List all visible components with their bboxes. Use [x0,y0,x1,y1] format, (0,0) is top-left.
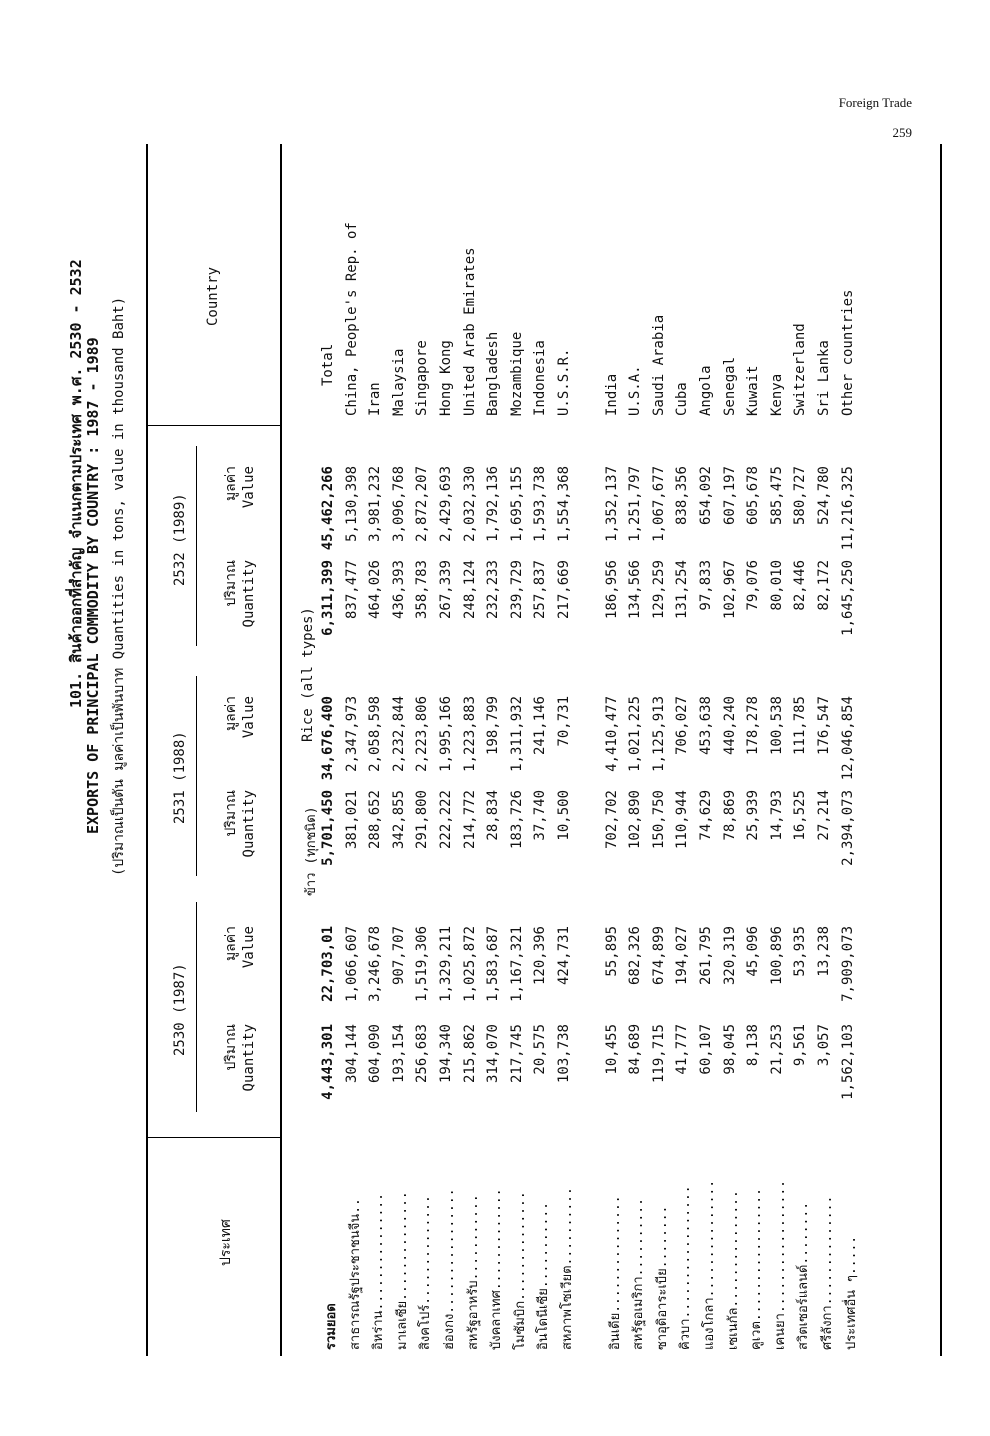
row-cell-v87: 194,027 [674,926,691,986]
row-cell-v89: 1,593,738 [532,466,549,542]
subheader-thai: ปริมาณ [223,1024,239,1071]
row-cell-v89: 607,197 [721,466,738,526]
row-cell-v89: 1,554,368 [556,466,572,542]
row-cell-q89: 129,259 [650,560,667,620]
year-1987-header: 2530 (1987) [172,963,188,1056]
row-cell-v89: 580,727 [792,466,809,526]
row-cell-q87: 215,862 [461,1024,478,1084]
title-english: EXPORTS OF PRINCIPAL COMMODITY BY COUNTRY : 1987 - 1989 [84,337,102,834]
row-cell-q89: 436,393 [390,560,407,620]
row-cell-q88: 102,890 [627,790,644,850]
row-cell-q89: 186,956 [603,560,620,620]
row-country-english: Iran [367,382,384,416]
subheader-english: Value [241,466,257,509]
row-cell-q89: 80,010 [768,560,785,611]
row-cell-q87: 193,154 [390,1024,407,1084]
row-cell-q88: 10,500 [556,790,572,841]
col-divider-right [146,425,281,426]
row-cell-v88: 70,731 [556,696,572,747]
row-country-thai: สหภาพโซเวียต.......... [560,1187,575,1350]
row-cell-v89: 11,216,325 [839,466,856,551]
row-cell-v87: 45,096 [745,926,762,977]
quantity-subheader [222,1024,258,1114]
row-cell-q89: 267,339 [438,560,454,620]
row-country-thai: สิงคโปร์.............. [418,1195,434,1350]
subheader-english: Quantity [241,560,257,628]
row-cell-q87: 20,575 [532,1024,549,1075]
row-cell-q87: 304,144 [343,1024,360,1084]
row-cell-v89: 3,096,768 [390,466,407,542]
row-cell-v89: 1,352,137 [603,466,620,542]
row-country-thai: สหรัฐอาหรับ........... [465,1194,481,1350]
row-country-english: Switzerland [792,323,809,416]
value-subheader [222,696,258,786]
row-country-thai: ฮ่องกง................ [442,1188,457,1350]
row-cell-q87: 103,738 [556,1024,572,1084]
row-cell-v88: 453,638 [698,696,714,756]
row-country-thai: คูเวต................. [749,1188,765,1350]
row-cell-v88: 241,146 [532,696,549,756]
row-cell-q89: 79,076 [745,560,762,611]
row-country-thai: เคนยา................. [772,1180,788,1350]
row-cell-v87: 55,895 [603,926,620,977]
row-country-thai: โมซัมบิก.............. [512,1191,528,1350]
row-cell-q87: 84,689 [627,1024,644,1075]
row-cell-q88: 222,222 [438,790,454,850]
row-cell-v88: 34,676,400 [320,696,336,781]
row-cell-v88: 2,058,598 [367,696,384,772]
row-cell-v87: 53,935 [792,926,809,977]
row-cell-q87: 8,138 [745,1024,762,1067]
row-cell-q88: 214,772 [461,790,478,850]
row-cell-q87: 3,057 [816,1024,832,1067]
row-cell-v88: 2,347,973 [343,696,360,772]
row-cell-v89: 838,356 [674,466,691,526]
row-country-english: Indonesia [532,340,549,416]
row-cell-q88: 28,834 [485,790,502,841]
row-cell-q89: 97,833 [698,560,714,611]
subheader-thai: มูลค่า [223,466,239,502]
row-cell-v87: 1,167,321 [508,926,525,1002]
row-cell-v88: 706,027 [674,696,691,756]
row-cell-v88: 111,785 [792,696,809,756]
row-cell-v88: 198,799 [485,696,502,756]
table-bottom-rule [940,144,942,1356]
row-cell-q89: 82,446 [792,560,809,611]
row-cell-q88: 342,855 [390,790,407,850]
row-country-english: Hong Kong [438,340,454,416]
row-cell-v88: 4,410,477 [603,696,620,772]
row-country-english: Kenya [768,373,785,416]
row-cell-v89: 2,032,330 [461,466,478,542]
row-cell-v87: 13,238 [816,926,832,977]
row-country-english: China, People's Rep. of [343,222,360,416]
row-cell-q89: 464,026 [367,560,384,620]
row-cell-q89: 358,783 [414,560,431,620]
row-cell-v88: 2,223,806 [414,696,431,772]
section-title: Foreign Trade [838,95,912,110]
row-cell-q89: 239,729 [508,560,525,620]
row-cell-v87: 1,066,607 [343,926,360,1002]
row-cell-q89: 1,645,250 [839,560,856,636]
row-cell-v89: 1,792,136 [485,466,502,542]
row-cell-q88: 74,629 [698,790,714,841]
year-rule-1989 [196,446,197,646]
row-country-english: United Arab Emirates [461,247,478,416]
row-cell-q89: 217,669 [556,560,572,620]
row-cell-q87: 41,777 [674,1024,691,1075]
row-cell-q89: 248,124 [461,560,478,620]
subheader-thai: มูลค่า [223,696,239,732]
row-cell-q87: 217,745 [508,1024,525,1084]
year-1988-header: 2531 (1988) [172,731,188,824]
row-cell-v89: 1,067,677 [650,466,667,542]
subheader-thai: มูลค่า [223,926,239,962]
row-cell-q88: 150,750 [650,790,667,850]
row-cell-v87: 682,326 [627,926,644,986]
row-country-thai: ซาอุดิอาระเบีย........ [654,1205,670,1350]
col-divider-left [146,1137,281,1138]
row-cell-v87: 907,707 [390,926,407,986]
row-country-english: U.S.S.R. [556,348,572,416]
row-country-thai: สวิตเซอร์แลนด์........ [796,1201,812,1350]
row-cell-q87: 119,715 [650,1024,667,1084]
row-cell-v87: 120,396 [532,926,549,986]
title-thai: 101. สินค้าออกที่สำคัญ จำแนกตามประเทศ พ.ศ. 2530 - 2532 [67,259,85,708]
row-cell-q89: 232,233 [485,560,502,620]
commodity-thai: ข้าว (ทุกชนิด) [304,806,319,896]
row-cell-q88: 25,939 [745,790,762,841]
row-cell-q87: 60,107 [698,1024,714,1075]
row-cell-q88: 183,726 [508,790,525,850]
row-cell-q87: 256,683 [414,1024,431,1084]
row-cell-q87: 10,455 [603,1024,620,1075]
row-country-thai: แองโกลา............... [702,1179,717,1350]
row-cell-v88: 1,125,913 [650,696,667,772]
row-cell-v89: 5,130,398 [343,466,360,542]
row-country-english: Saudi Arabia [650,314,667,416]
row-cell-q88: 381,021 [343,790,360,850]
year-1989-header: 2532 (1989) [172,493,188,586]
year-rule-1987 [196,902,197,1112]
row-country-english: Angola [698,365,714,416]
row-cell-v88: 1,311,932 [508,696,525,772]
row-country-thai: เซเนกัล............... [725,1190,741,1350]
subheader-thai: ปริมาณ [223,560,239,607]
row-cell-v87: 7,909,073 [839,926,856,1002]
row-cell-v89: 585,475 [768,466,785,526]
row-cell-v88: 1,223,883 [461,696,478,772]
row-cell-q89: 134,566 [627,560,644,620]
row-cell-v88: 100,538 [768,696,785,756]
row-cell-q88: 288,652 [367,790,384,850]
subheader-english: Value [241,926,257,969]
row-cell-v89: 524,780 [816,466,832,526]
subheader-thai: ปริมาณ [223,790,239,837]
row-cell-v88: 1,021,225 [627,696,644,772]
row-cell-q87: 9,561 [792,1024,809,1067]
row-cell-v87: 22,703,01 [320,926,336,1002]
row-cell-v87: 424,731 [556,926,572,986]
row-country-thai: อิหร่าน............... [371,1193,387,1350]
subheader-english: Value [241,696,257,739]
row-cell-v88: 440,240 [721,696,738,756]
row-cell-v89: 605,678 [745,466,762,526]
header-bottom-rule [280,144,282,1356]
row-cell-q87: 21,253 [768,1024,785,1075]
year-rule-1988 [196,676,197,876]
row-cell-v89: 1,251,797 [627,466,644,542]
row-cell-q88: 16,525 [792,790,809,841]
row-cell-v87: 3,246,678 [367,926,384,1002]
row-cell-q89: 6,311,399 [320,560,336,636]
row-cell-q87: 1,562,103 [839,1024,856,1100]
row-cell-q88: 27,214 [816,790,832,841]
row-cell-v87: 1,329,211 [438,926,454,1002]
row-cell-v87: 320,319 [721,926,738,986]
table-top-rule [146,144,148,1356]
row-country-thai: ศรีลังกา.............. [820,1195,835,1350]
row-cell-q87: 4,443,301 [320,1024,336,1100]
row-country-english: Total [320,343,336,386]
row-country-thai: คิวบา................. [678,1185,694,1350]
row-country-thai: สาธารณรัฐประชาชนจีน.. [347,1198,363,1350]
row-cell-v88: 178,278 [745,696,762,756]
row-cell-v88: 2,232,844 [390,696,407,772]
row-country-thai: อินโดนีเซีย........... [536,1202,552,1350]
row-country-thai: อินเดีย............... [607,1195,623,1350]
row-cell-q89: 257,837 [532,560,549,620]
subheader-english: Quantity [241,1024,257,1092]
row-country-english: U.S.A. [627,365,644,416]
row-cell-q89: 837,477 [343,560,360,620]
row-country-english: Mozambique [508,331,525,416]
row-cell-v87: 1,519,306 [414,926,431,1002]
country-en-header: Country [205,266,221,326]
row-cell-v89: 654,092 [698,466,714,526]
row-cell-v89: 2,429,693 [438,466,454,542]
country-thai-header: ประเทศ [218,1219,234,1266]
row-cell-q87: 314,070 [485,1024,502,1084]
row-cell-v89: 2,872,207 [414,466,431,542]
row-cell-v89: 45,462,266 [320,466,336,551]
subheader-english: Quantity [241,790,257,858]
row-cell-v87: 261,795 [698,926,714,986]
row-cell-q88: 110,944 [674,790,691,850]
row-cell-q88: 291,800 [414,790,431,850]
row-cell-v88: 12,046,854 [839,696,856,781]
row-cell-q88: 37,740 [532,790,549,841]
row-cell-v87: 1,025,872 [461,926,478,1002]
row-country-english: Other countries [839,289,856,416]
row-country-thai: รวมยอด [324,1303,339,1350]
row-cell-q87: 604,090 [367,1024,384,1084]
row-country-english: Singapore [414,340,431,416]
quantity-subheader [222,790,258,880]
row-country-thai: บังคลาเทศ............. [489,1188,505,1350]
row-country-english: Senegal [721,356,738,416]
title-units: (ปริมาณเป็นตัน มูลค่าเป็นพันบาท Quantities in tons, value in thousand Baht) [111,296,127,876]
row-country-thai: สหรัฐอเมริกา.......... [631,1198,647,1350]
row-cell-v88: 1,995,166 [438,696,454,772]
row-cell-v87: 1,583,687 [485,926,502,1002]
row-cell-q88: 14,793 [768,790,785,841]
row-country-thai: มาเลเซีย.............. [394,1191,410,1350]
row-country-english: Bangladesh [485,331,502,416]
row-cell-v87: 674,899 [650,926,667,986]
row-cell-q88: 5,701,450 [320,790,336,866]
row-cell-q87: 98,045 [721,1024,738,1075]
commodity-english: Rice (all types) [300,607,316,742]
page-number: 259 [892,125,912,140]
row-country-thai: ประเทศอื่น ๆ..... [843,1235,859,1350]
row-cell-q87: 194,340 [438,1024,454,1084]
quantity-subheader [222,560,258,650]
row-cell-q89: 82,172 [816,560,832,611]
value-subheader [222,926,258,1016]
row-cell-q88: 2,394,073 [839,790,856,866]
row-cell-v87: 100,896 [768,926,785,986]
row-country-english: Cuba [674,382,691,416]
row-cell-q89: 102,967 [721,560,738,620]
row-cell-v89: 1,695,155 [508,466,525,542]
row-country-english: India [603,373,620,416]
row-cell-q89: 131,254 [674,560,691,620]
row-cell-q88: 78,869 [721,790,738,841]
row-cell-v88: 176,547 [816,696,832,756]
row-country-english: Kuwait [745,365,762,416]
row-cell-q88: 702,702 [603,790,620,850]
value-subheader [222,466,258,556]
row-country-english: Sri Lanka [816,340,832,416]
row-cell-v89: 3,981,232 [367,466,384,542]
row-country-english: Malaysia [390,348,407,416]
